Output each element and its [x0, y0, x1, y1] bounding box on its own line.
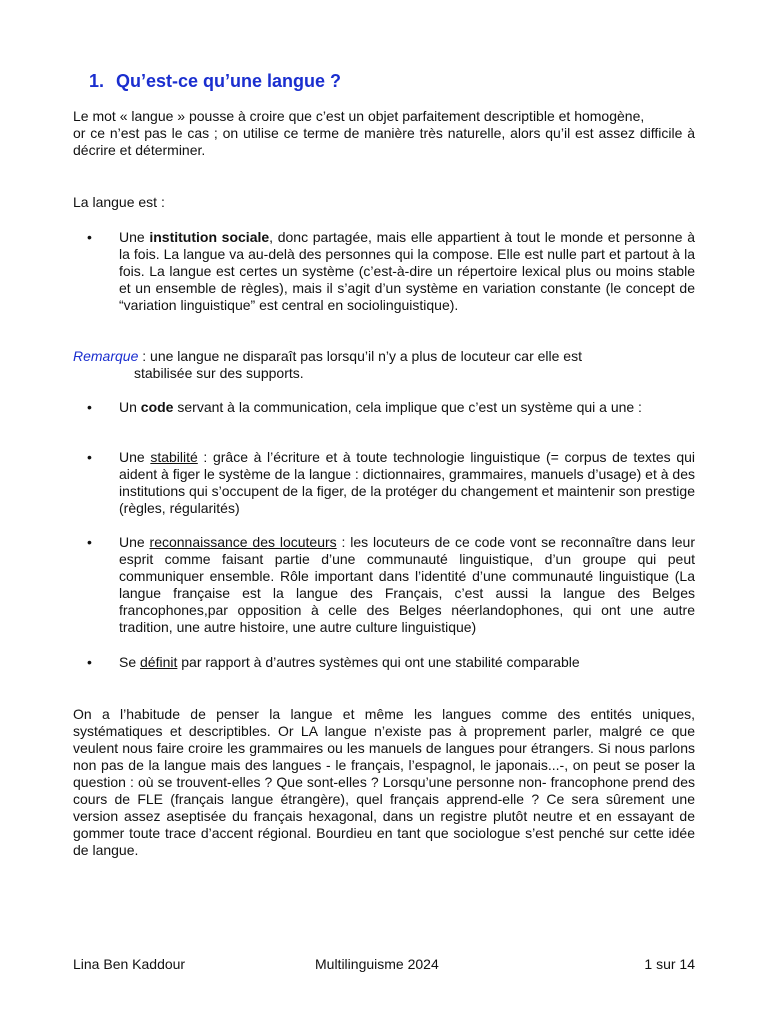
bullet-icon: •: [87, 654, 92, 670]
list-item-text: [119, 449, 695, 517]
section-title: Qu’est-ce qu’une langue ?: [116, 71, 342, 91]
underlined-term: stabilité: [150, 449, 198, 465]
text-run: Une: [119, 229, 150, 245]
list-lead: La langue est :: [73, 194, 165, 210]
bullet-icon: •: [87, 229, 92, 245]
text-run: : les locuteurs de ce code vont se reconnaître dans leur esprit comme faisant partie d’une communauté linguistique, d’un groupe qui peut communiquer ensemble. Rôle important dans l’identité d’une communauté linguistique (La langue française est la langue des Français, c’est aussi la langue des Belges francophones,par opposition à celle des Belges néerlandophones, qui ont une autre tradition, une autre histoire, une autre culture linguistique): [119, 534, 695, 635]
remark-label: Remarque: [73, 348, 139, 364]
text-run: : grâce à l’écriture et à toute technologie linguistique (= corpus de textes qui aident à figer le système de la langue : dictionnaires, grammaires, manuels d’usage) et à des institutions qui s’occupent de la figer, de la protéger du changement et maintenir son prestige (règles, régularités): [119, 449, 696, 516]
list-item-text: [119, 229, 695, 314]
text-run: par rapport à d’autres systèmes qui ont une stabilité comparable: [177, 654, 580, 670]
section-heading: [89, 71, 341, 91]
bullet-icon: •: [87, 534, 92, 550]
remark-paragraph: [73, 348, 695, 382]
text-run: , donc partagée, mais elle appartient à tout le monde et personne à la fois. La langue va au-delà des personnes qui la compose. Elle est nulle part et partout à la fois. La langue est certes un système (c’est-à-dire un répertoire lexical plus ou moins stable et un ensemble de règles), mais il s’agit d’un système en variation constante (le concept de “variation linguistique” est central en sociolinguistique).: [119, 229, 695, 313]
list-item-text: [119, 399, 695, 416]
page-footer: [73, 956, 695, 976]
footer-page-number: 1 sur 14: [644, 956, 695, 972]
text-run: Se: [119, 654, 141, 670]
section-number: 1.: [89, 71, 105, 91]
underlined-term: reconnaissance des locuteurs: [149, 534, 337, 550]
bold-term: institution sociale: [149, 229, 270, 245]
intro-line-1: Le mot « langue » pousse à croire que c’est un objet parfaitement descriptible et homogène,: [73, 108, 645, 124]
text-run: Un: [119, 399, 141, 415]
remark-text: : une langue ne disparaît pas lorsqu’il n’y a plus de locuteur car elle est: [138, 348, 582, 364]
underlined-term: définit: [140, 654, 178, 670]
bold-term: code: [140, 399, 174, 415]
list-item-text: [119, 654, 695, 671]
intro-line-2: or ce n’est pas le cas ; on utilise ce terme de manière très naturelle, alors qu’il est assez difficile à décrire et déterminer.: [73, 125, 695, 158]
intro-paragraph: [73, 108, 695, 159]
text-run: servant à la communication, cela implique que c’est un système qui a une :: [173, 399, 642, 415]
bullet-icon: •: [87, 399, 92, 415]
bullet-icon: •: [87, 449, 92, 465]
text-run: Une: [119, 449, 151, 465]
closing-paragraph: On a l’habitude de penser la langue et même les langues comme des entités uniques, systématiques et descriptibles. Or LA langue n’existe pas à proprement parler, malgré ce que veulent nous faire croire les grammaires ou les manuels de langues pour étrangers. Si nous parlons non pas de la langue mais des langues - le français, l’espagnol, le japonais...-, on peut se poser la question : où se trouvent-elles ? Que sont-elles ? Lorsqu’une personne non- francophone prend des cours de FLE (français langue étrangère), quel français apprend-elle ? Ce sera sûrement une version assez aseptisée du français hexagonal, dans un registre plutôt neutre et en essayant de gommer toute trace d’accent régional. Bourdieu en tant que sociologue s’est penché sur cette idée de langue.: [73, 706, 695, 858]
footer-author: Lina Ben Kaddour: [73, 956, 186, 972]
remark-continuation: stabilisée sur des supports.: [134, 365, 304, 381]
list-item-text: [119, 534, 695, 636]
footer-course: Multilinguisme 2024: [315, 956, 439, 972]
text-run: Une: [119, 534, 150, 550]
